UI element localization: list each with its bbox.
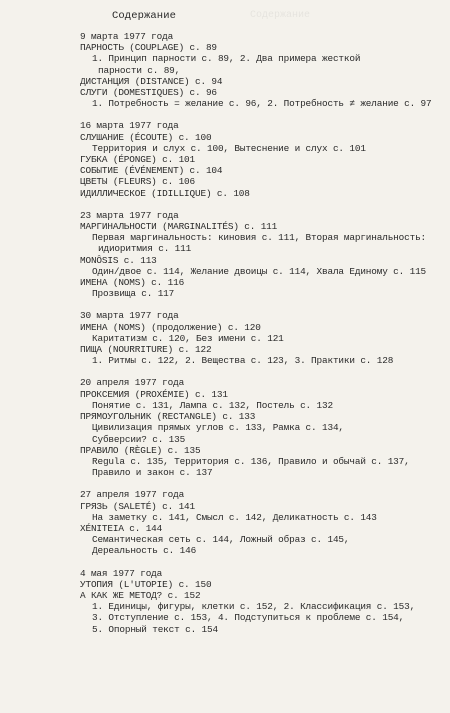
toc-subentry: Прозвища с. 117 — [92, 288, 175, 300]
toc-subentry: На заметку с. 141, Смысл с. 142, Деликатность с. 143 — [92, 511, 377, 523]
toc-section — [80, 377, 440, 478]
toc-entry: ПРОКСЕМИЯ (PROXÉMIE) с. 131 — [80, 388, 228, 400]
toc-entry: ЦВЕТЫ (FLEURS) с. 106 — [80, 176, 195, 188]
toc-subentry: Правило и закон с. 137 — [92, 467, 213, 479]
toc-entry: ИМЕНА (NOMS) с. 116 — [80, 277, 185, 289]
section-date: 23 марта 1977 года — [80, 209, 179, 221]
page-title: Содержание — [112, 10, 177, 22]
toc-entry: ДИСТАНЦИЯ (DISTANCE) с. 94 — [80, 75, 223, 87]
toc-entry: СЛУГИ (DOMESTIQUES) с. 96 — [80, 87, 217, 99]
toc-subentry: Понятие с. 131, Лампа с. 132, Постель с. 132 — [92, 399, 333, 411]
section-date: 20 апреля 1977 года — [80, 377, 185, 389]
section-date: 4 мая 1977 года — [80, 567, 163, 579]
toc-entry: ПИЩА (NOURRITURE) с. 122 — [80, 344, 212, 356]
toc-section — [80, 120, 440, 198]
toc-subentry: 5. Опорный текст с. 154 — [92, 623, 218, 635]
section-date: 27 апреля 1977 года — [80, 489, 185, 501]
bleed-through-text: Содержание — [250, 10, 311, 21]
toc-entry: ГУБКА (ÉPONGE) с. 101 — [80, 154, 195, 166]
toc-section — [80, 489, 440, 556]
toc-subentry: Первая маргинальность: киновия с. 111, Вторая маргинальность: — [92, 232, 427, 244]
toc-subentry: 3. Отступление с. 153, 4. Подступиться к проблеме с. 154, — [92, 612, 405, 624]
toc-subentry: Субверсии? с. 135 — [92, 433, 186, 445]
toc-entry: СЛУШАНИЕ (ÉCOUTE) с. 100 — [80, 131, 212, 143]
section-date: 9 марта 1977 года — [80, 31, 174, 42]
toc-subentry: парности с. 89, — [98, 64, 181, 76]
toc-entry: ПАРНОСТЬ (COUPLAGE) с. 89 — [80, 42, 217, 54]
toc-subentry: Цивилизация прямых углов с. 133, Рамка с. 134, — [92, 422, 344, 434]
toc-entry: ПРАВИЛО (RÈGLE) с. 135 — [80, 444, 201, 456]
toc-subentry: 1. Принцип парности с. 89, 2. Два примера жесткой — [92, 53, 361, 65]
toc-subentry: Семантическая сеть с. 144, Ложный образ с. 145, — [92, 534, 350, 546]
toc-subentry: Территория и слух с. 100, Вытеснение и слух с. 101 — [92, 142, 366, 154]
toc-section — [80, 310, 440, 366]
toc-subentry: Regula с. 135, Территория с. 136, Правило и обычай с. 137, — [92, 455, 410, 467]
toc-section — [80, 568, 440, 635]
toc-subentry: Один/двое с. 114, Желание двоицы с. 114, Хвала Единому с. 115 — [92, 265, 427, 277]
toc-entry: ИМЕНА (NOMS) (продолжение) с. 120 — [80, 321, 261, 333]
toc-subentry: идиоритмия с. 111 — [98, 243, 192, 255]
toc-subentry: Каритатизм с. 120, Без имени с. 121 — [92, 332, 284, 344]
toc-entry: А КАК ЖЕ МЕТОД? с. 152 — [80, 589, 201, 601]
section-date: 16 марта 1977 года — [80, 120, 179, 132]
toc-entry: XÉNITEIA с. 144 — [80, 522, 163, 534]
table-of-contents — [80, 31, 440, 646]
toc-entry: ПРЯМОУГОЛЬНИК (RECTANGLE) с. 133 — [80, 411, 256, 423]
toc-subentry: 1. Единицы, фигуры, клетки с. 152, 2. Классификация с. 153, — [92, 601, 416, 613]
section-date: 30 марта 1977 года — [80, 310, 179, 322]
toc-entry: ИДИЛЛИЧЕСКОЕ (IDILLIQUE) с. 108 — [80, 187, 250, 199]
toc-subentry: 1. Потребность = желание с. 96, 2. Потребность ≠ желание с. 97 — [92, 98, 432, 110]
toc-entry: УТОПИЯ (L'UTOPIE) с. 150 — [80, 578, 212, 590]
toc-entry: MONÔSIS с. 113 — [80, 254, 157, 266]
toc-section — [80, 210, 440, 300]
toc-entry: ГРЯЗЬ (SALETÉ) с. 141 — [80, 500, 195, 512]
toc-entry: МАРГИНАЛЬНОСТИ (MARGINALITÉS) с. 111 — [80, 221, 278, 233]
toc-entry: СОБЫТИЕ (ÉVÉNEMENT) с. 104 — [80, 165, 223, 177]
toc-section — [80, 31, 440, 109]
toc-subentry: 1. Ритмы с. 122, 2. Вещества с. 123, 3. Практики с. 128 — [92, 355, 394, 367]
toc-subentry: Дереальность с. 146 — [92, 545, 197, 557]
